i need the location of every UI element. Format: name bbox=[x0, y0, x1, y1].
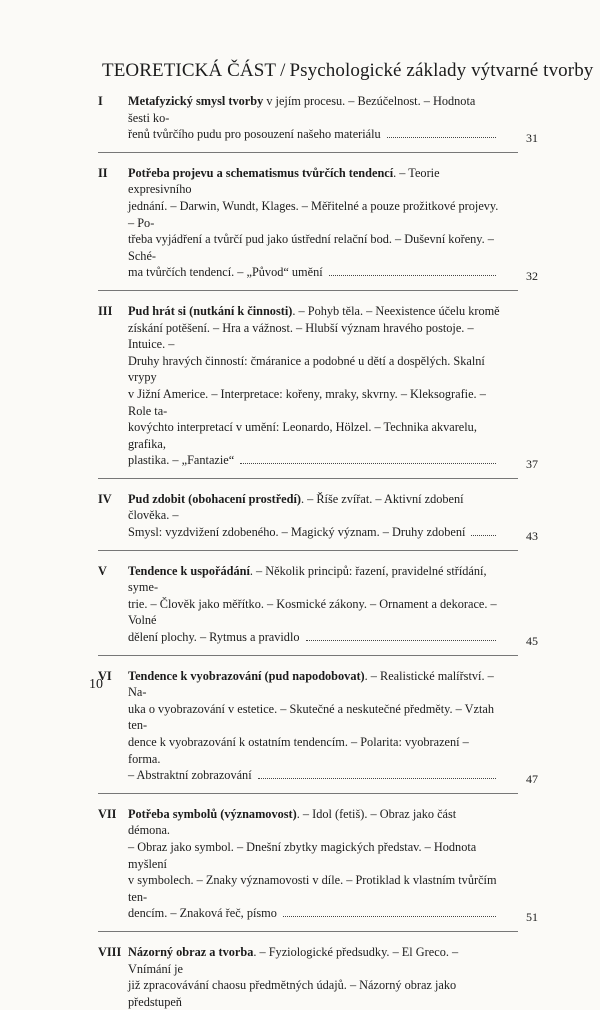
chapter-number: VII bbox=[98, 806, 117, 821]
entry-line: dencím. – Znaková řeč, písmo bbox=[128, 906, 277, 921]
dot-leader bbox=[387, 127, 496, 138]
chapter-title: Názorný obraz a tvorba bbox=[128, 944, 254, 959]
toc-entry bbox=[98, 165, 538, 284]
entry-line: Druhy hravých činností: čmáranice a podobné u dětí a dospělých. Skalní vrypy bbox=[128, 353, 485, 385]
entry-line: . – Idol (fetiš). – Obraz jako část démona. bbox=[128, 806, 457, 838]
toc-entry bbox=[98, 944, 538, 1010]
entry-line: kovýchto interpretací v umění: Leonardo, Hölzel. – Technika akvarelu, grafika, bbox=[128, 420, 477, 451]
entry-line: . – Realistické malířství. – Na- bbox=[128, 668, 494, 700]
chapter-title: Metafyzický smysl tvorby bbox=[128, 94, 264, 108]
page-number: 10 bbox=[89, 677, 103, 692]
divider bbox=[98, 550, 518, 551]
chapter-number: III bbox=[98, 303, 113, 318]
dot-leader bbox=[240, 453, 496, 464]
page-ref: 32 bbox=[526, 269, 538, 284]
entry-text bbox=[128, 93, 500, 143]
table-of-contents bbox=[98, 93, 538, 1010]
page-ref: 37 bbox=[526, 457, 538, 472]
page-ref: 47 bbox=[526, 772, 538, 787]
chapter-title: Pud zdobit (obohacení prostředí) bbox=[128, 491, 301, 506]
page-ref: 45 bbox=[526, 634, 538, 649]
entry-line: . – Pohyb těla. – Neexistence účelu kromě bbox=[292, 303, 500, 318]
entry-text bbox=[128, 303, 500, 469]
toc-entry bbox=[98, 806, 538, 925]
dot-leader bbox=[329, 265, 496, 276]
dot-leader bbox=[471, 525, 496, 536]
entry-line: již zpracovávání chaosu předmětných údajů. – Názorný obraz jako předstupeň bbox=[128, 978, 457, 1009]
entry-line: trie. – Člověk jako měřítko. – Kosmické zákony. – Ornament a dekorace. – Volné bbox=[128, 596, 497, 628]
entry-line: – Obraz jako symbol. – Dnešní zbytky magických představ. – Hodnota myšlení bbox=[128, 839, 477, 871]
entry-text bbox=[128, 668, 500, 784]
entry-line: dence k vyobrazování k ostatním tendencím. – Polarita: vyobrazení – forma. bbox=[128, 735, 469, 766]
chapter-title: Potřeba symbolů (významovost) bbox=[128, 806, 297, 821]
page-ref: 31 bbox=[526, 131, 538, 146]
divider bbox=[98, 793, 518, 794]
chapter-number: V bbox=[98, 563, 107, 578]
entry-line: v jejím procesu. – Bezúčelnost. – Hodnota šesti ko- bbox=[128, 94, 476, 125]
section-title: TEORETICKÁ ČÁST bbox=[102, 60, 277, 81]
toc-entry bbox=[98, 93, 538, 146]
chapter-title: Tendence k vyobrazování (pud napodobovat) bbox=[128, 668, 365, 683]
entry-text bbox=[128, 491, 500, 541]
dot-leader bbox=[283, 906, 496, 917]
chapter-number: VI bbox=[98, 668, 112, 683]
chapter-title: Potřeba projevu a schematismus tvůrčích tendencí bbox=[128, 165, 394, 180]
entry-line: třeba vyjádření a tvůrčí pud jako ústřední relační bod. – Duševní kořeny. – Sché- bbox=[128, 232, 494, 263]
toc-entry bbox=[98, 491, 538, 544]
entry-line: dělení plochy. – Rytmus a pravidlo bbox=[128, 630, 300, 645]
dot-leader bbox=[258, 768, 496, 779]
divider bbox=[98, 290, 518, 291]
entry-line: plastika. – „Fantazie“ bbox=[128, 453, 235, 468]
entry-line: . – Říše zvířat. – Aktivní zdobení člověka. – bbox=[128, 491, 464, 523]
chapter-title: Tendence k uspořádání bbox=[128, 563, 250, 578]
entry-line: Smysl: vyzdvižení zdobeného. – Magický význam. – Druhy zdobení bbox=[128, 525, 466, 540]
chapter-number: IV bbox=[98, 491, 112, 506]
divider bbox=[98, 152, 518, 153]
section-subtitle: Psychologické základy výtvarné tvorby bbox=[289, 60, 594, 81]
divider bbox=[98, 655, 518, 656]
entry-line: ma tvůrčích tendencí. – „Původ“ umění bbox=[128, 265, 323, 280]
entry-line: . – Několik principů: řazení, pravidelné střídání, syme- bbox=[128, 563, 487, 595]
toc-entry bbox=[98, 563, 538, 649]
page-ref: 43 bbox=[526, 529, 538, 544]
entry-line: . – Fyziologické předsudky. – El Greco. – Vnímání je bbox=[128, 944, 459, 976]
entry-text bbox=[128, 944, 500, 1010]
page-ref: 51 bbox=[526, 910, 538, 925]
entry-line: v symbolech. – Znaky významovosti v díle. – Protiklad k vlastním tvůrčím ten- bbox=[128, 873, 497, 904]
chapter-title: Pud hrát si (nutkání k činnosti) bbox=[128, 303, 293, 318]
page-header bbox=[102, 60, 594, 82]
chapter-number: II bbox=[98, 165, 108, 180]
entry-line: v Jižní Americe. – Interpretace: kořeny, mraky, skvrny. – Kleksografie. – Role ta- bbox=[128, 386, 486, 418]
chapter-number: VIII bbox=[98, 944, 122, 959]
entry-line: získání potěšení. – Hra a vážnost. – Hlubší význam hravého postoje. – Intuice. – bbox=[128, 320, 474, 352]
toc-entry bbox=[98, 303, 538, 472]
entry-text bbox=[128, 806, 500, 922]
divider bbox=[98, 478, 518, 479]
entry-line: jednání. – Darwin, Wundt, Klages. – Měřitelné a pouze prožitkové projevy. – Po- bbox=[128, 198, 499, 230]
entry-line: – Abstraktní zobrazování bbox=[128, 768, 252, 783]
entry-text bbox=[128, 165, 500, 281]
toc-entry bbox=[98, 668, 538, 787]
header-separator: / bbox=[280, 60, 286, 81]
chapter-number: I bbox=[98, 94, 103, 108]
divider bbox=[98, 931, 518, 932]
entry-line: . – Teorie expresivního bbox=[128, 165, 440, 197]
entry-text bbox=[128, 563, 500, 646]
entry-line: řenů tvůrčího pudu pro posouzení našeho materiálu bbox=[128, 127, 381, 142]
dot-leader bbox=[306, 630, 496, 641]
entry-line: uka o vyobrazování v estetice. – Skutečné a neskutečné předměty. – Vztah ten- bbox=[128, 701, 495, 733]
